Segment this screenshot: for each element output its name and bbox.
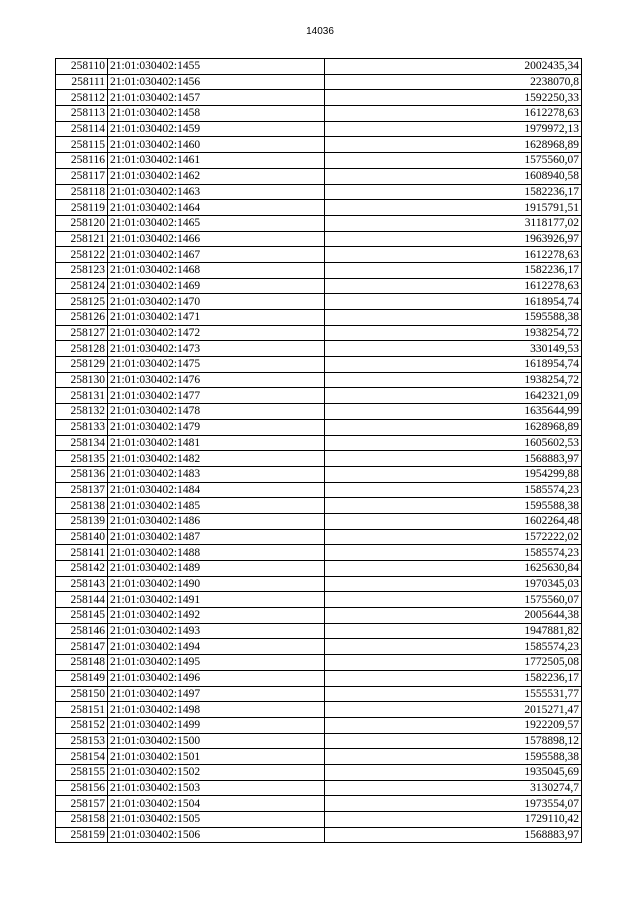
cadastral-number-cell: 21:01:030402:1473 — [108, 341, 325, 357]
cadastral-number-cell: 21:01:030402:1502 — [108, 764, 325, 780]
cadastral-value-cell: 1582236,17 — [325, 670, 582, 686]
cadastral-value-cell: 1635644,99 — [325, 404, 582, 420]
row-number-cell: 258115 — [56, 137, 108, 153]
cadastral-value-cell: 2002435,34 — [325, 59, 582, 75]
cadastral-number-cell: 21:01:030402:1496 — [108, 670, 325, 686]
table-row — [56, 796, 582, 812]
table-row — [56, 121, 582, 137]
cadastral-number-cell: 21:01:030402:1506 — [108, 827, 325, 843]
row-number-cell: 258132 — [56, 404, 108, 420]
cadastral-value-cell: 330149,53 — [325, 341, 582, 357]
cadastral-number-cell: 21:01:030402:1469 — [108, 278, 325, 294]
cadastral-number-cell: 21:01:030402:1479 — [108, 419, 325, 435]
cadastral-number-cell: 21:01:030402:1471 — [108, 310, 325, 326]
table-row — [56, 278, 582, 294]
row-number-cell: 258139 — [56, 513, 108, 529]
table-row — [56, 812, 582, 828]
table-row — [56, 749, 582, 765]
row-number-cell: 258154 — [56, 749, 108, 765]
cadastral-value-cell: 1963926,97 — [325, 231, 582, 247]
row-number-cell: 258125 — [56, 294, 108, 310]
table-row — [56, 827, 582, 843]
cadastral-value-cell: 2005644,38 — [325, 608, 582, 624]
table-row — [56, 717, 582, 733]
table-row — [56, 513, 582, 529]
table-row — [56, 655, 582, 671]
cadastral-value-cell: 1575560,07 — [325, 153, 582, 169]
cadastral-value-cell: 2015271,47 — [325, 702, 582, 718]
row-number-cell: 258116 — [56, 153, 108, 169]
table-row — [56, 404, 582, 420]
row-number-cell: 258110 — [56, 59, 108, 75]
cadastral-number-cell: 21:01:030402:1489 — [108, 561, 325, 577]
row-number-cell: 258157 — [56, 796, 108, 812]
row-number-cell: 258126 — [56, 310, 108, 326]
table-body — [56, 59, 582, 843]
cadastral-value-cell: 1575560,07 — [325, 592, 582, 608]
cadastral-number-cell: 21:01:030402:1500 — [108, 733, 325, 749]
cadastral-number-cell: 21:01:030402:1482 — [108, 451, 325, 467]
row-number-cell: 258134 — [56, 435, 108, 451]
table-row — [56, 623, 582, 639]
row-number-cell: 258135 — [56, 451, 108, 467]
cadastral-value-cell: 1954299,88 — [325, 466, 582, 482]
table-row — [56, 686, 582, 702]
row-number-cell: 258158 — [56, 812, 108, 828]
cadastral-number-cell: 21:01:030402:1476 — [108, 372, 325, 388]
cadastral-value-cell: 2238070,8 — [325, 74, 582, 90]
row-number-cell: 258141 — [56, 545, 108, 561]
cadastral-value-cell: 1572222,02 — [325, 529, 582, 545]
cadastral-value-cell: 1578898,12 — [325, 733, 582, 749]
cadastral-number-cell: 21:01:030402:1458 — [108, 106, 325, 122]
cadastral-value-cell: 1612278,63 — [325, 106, 582, 122]
table-row — [56, 59, 582, 75]
cadastral-number-cell: 21:01:030402:1487 — [108, 529, 325, 545]
table-row — [56, 435, 582, 451]
row-number-cell: 258140 — [56, 529, 108, 545]
cadastral-number-cell: 21:01:030402:1463 — [108, 184, 325, 200]
cadastral-number-cell: 21:01:030402:1467 — [108, 247, 325, 263]
cadastral-value-cell: 1585574,23 — [325, 639, 582, 655]
cadastral-number-cell: 21:01:030402:1456 — [108, 74, 325, 90]
row-number-cell: 258129 — [56, 357, 108, 373]
row-number-cell: 258159 — [56, 827, 108, 843]
cadastral-number-cell: 21:01:030402:1493 — [108, 623, 325, 639]
cadastral-value-cell: 1973554,07 — [325, 796, 582, 812]
cadastral-number-cell: 21:01:030402:1468 — [108, 262, 325, 278]
row-number-cell: 258146 — [56, 623, 108, 639]
row-number-cell: 258147 — [56, 639, 108, 655]
row-number-cell: 258137 — [56, 482, 108, 498]
cadastral-value-cell: 1612278,63 — [325, 278, 582, 294]
cadastral-value-cell: 1642321,09 — [325, 388, 582, 404]
cadastral-value-cell: 1970345,03 — [325, 576, 582, 592]
cadastral-number-cell: 21:01:030402:1494 — [108, 639, 325, 655]
cadastral-number-cell: 21:01:030402:1475 — [108, 357, 325, 373]
table-row — [56, 341, 582, 357]
cadastral-number-cell: 21:01:030402:1461 — [108, 153, 325, 169]
cadastral-number-cell: 21:01:030402:1505 — [108, 812, 325, 828]
row-number-cell: 258119 — [56, 200, 108, 216]
row-number-cell: 258131 — [56, 388, 108, 404]
table-row — [56, 215, 582, 231]
cadastral-value-cell: 1922209,57 — [325, 717, 582, 733]
cadastral-number-cell: 21:01:030402:1504 — [108, 796, 325, 812]
cadastral-number-cell: 21:01:030402:1498 — [108, 702, 325, 718]
cadastral-number-cell: 21:01:030402:1495 — [108, 655, 325, 671]
cadastral-value-cell: 1935045,69 — [325, 764, 582, 780]
cadastral-value-cell: 1568883,97 — [325, 827, 582, 843]
table-row — [56, 74, 582, 90]
cadastral-value-cell: 1595588,38 — [325, 498, 582, 514]
table-row — [56, 231, 582, 247]
cadastral-number-cell: 21:01:030402:1477 — [108, 388, 325, 404]
cadastral-number-cell: 21:01:030402:1462 — [108, 168, 325, 184]
page-number: 14036 — [306, 26, 334, 37]
row-number-cell: 258112 — [56, 90, 108, 106]
row-number-cell: 258114 — [56, 121, 108, 137]
table-row — [56, 184, 582, 200]
table-row — [56, 310, 582, 326]
table-row — [56, 466, 582, 482]
row-number-cell: 258155 — [56, 764, 108, 780]
cadastral-number-cell: 21:01:030402:1484 — [108, 482, 325, 498]
table-row — [56, 561, 582, 577]
row-number-cell: 258153 — [56, 733, 108, 749]
table-row — [56, 325, 582, 341]
cadastral-number-cell: 21:01:030402:1503 — [108, 780, 325, 796]
table-row — [56, 388, 582, 404]
cadastral-value-cell: 1729110,42 — [325, 812, 582, 828]
table-row — [56, 733, 582, 749]
table-row — [56, 529, 582, 545]
cadastral-number-cell: 21:01:030402:1472 — [108, 325, 325, 341]
cadastral-value-cell: 1568883,97 — [325, 451, 582, 467]
table-row — [56, 498, 582, 514]
cadastral-number-cell: 21:01:030402:1492 — [108, 608, 325, 624]
row-number-cell: 258148 — [56, 655, 108, 671]
table-row — [56, 262, 582, 278]
cadastral-number-cell: 21:01:030402:1466 — [108, 231, 325, 247]
cadastral-value-cell: 1915791,51 — [325, 200, 582, 216]
cadastral-value-cell: 3118177,02 — [325, 215, 582, 231]
cadastral-number-cell: 21:01:030402:1481 — [108, 435, 325, 451]
table-row — [56, 168, 582, 184]
row-number-cell: 258138 — [56, 498, 108, 514]
row-number-cell: 258122 — [56, 247, 108, 263]
row-number-cell: 258123 — [56, 262, 108, 278]
cadastral-value-cell: 1625630,84 — [325, 561, 582, 577]
row-number-cell: 258133 — [56, 419, 108, 435]
table-row — [56, 90, 582, 106]
table-row — [56, 608, 582, 624]
table-row — [56, 200, 582, 216]
table-row — [56, 153, 582, 169]
table-row — [56, 545, 582, 561]
cadastral-value-cell: 1595588,38 — [325, 749, 582, 765]
cadastral-value-cell: 1585574,23 — [325, 545, 582, 561]
cadastral-value-table — [55, 58, 582, 843]
cadastral-value-cell: 1628968,89 — [325, 137, 582, 153]
row-number-cell: 258130 — [56, 372, 108, 388]
cadastral-value-cell: 1582236,17 — [325, 184, 582, 200]
row-number-cell: 258124 — [56, 278, 108, 294]
cadastral-value-cell: 1979972,13 — [325, 121, 582, 137]
row-number-cell: 258111 — [56, 74, 108, 90]
cadastral-number-cell: 21:01:030402:1460 — [108, 137, 325, 153]
cadastral-value-cell: 1612278,63 — [325, 247, 582, 263]
cadastral-number-cell: 21:01:030402:1478 — [108, 404, 325, 420]
table-row — [56, 702, 582, 718]
row-number-cell: 258151 — [56, 702, 108, 718]
cadastral-number-cell: 21:01:030402:1459 — [108, 121, 325, 137]
cadastral-number-cell: 21:01:030402:1464 — [108, 200, 325, 216]
table-row — [56, 372, 582, 388]
row-number-cell: 258117 — [56, 168, 108, 184]
cadastral-number-cell: 21:01:030402:1488 — [108, 545, 325, 561]
cadastral-value-cell: 1618954,74 — [325, 294, 582, 310]
cadastral-number-cell: 21:01:030402:1455 — [108, 59, 325, 75]
cadastral-value-cell: 1582236,17 — [325, 262, 582, 278]
row-number-cell: 258136 — [56, 466, 108, 482]
table-row — [56, 764, 582, 780]
row-number-cell: 258118 — [56, 184, 108, 200]
cadastral-value-cell: 1618954,74 — [325, 357, 582, 373]
row-number-cell: 258113 — [56, 106, 108, 122]
cadastral-value-cell: 1947881,82 — [325, 623, 582, 639]
cadastral-value-cell: 1602264,48 — [325, 513, 582, 529]
cadastral-value-cell: 1595588,38 — [325, 310, 582, 326]
cadastral-number-cell: 21:01:030402:1501 — [108, 749, 325, 765]
table-row — [56, 137, 582, 153]
row-number-cell: 258149 — [56, 670, 108, 686]
cadastral-number-cell: 21:01:030402:1491 — [108, 592, 325, 608]
table-row — [56, 639, 582, 655]
cadastral-value-cell: 1608940,58 — [325, 168, 582, 184]
table-row — [56, 106, 582, 122]
row-number-cell: 258144 — [56, 592, 108, 608]
table-row — [56, 419, 582, 435]
table-row — [56, 357, 582, 373]
row-number-cell: 258121 — [56, 231, 108, 247]
cadastral-value-cell: 1605602,53 — [325, 435, 582, 451]
row-number-cell: 258127 — [56, 325, 108, 341]
cadastral-value-cell: 1938254,72 — [325, 372, 582, 388]
table-row — [56, 294, 582, 310]
cadastral-number-cell: 21:01:030402:1470 — [108, 294, 325, 310]
row-number-cell: 258128 — [56, 341, 108, 357]
table-row — [56, 451, 582, 467]
row-number-cell: 258152 — [56, 717, 108, 733]
row-number-cell: 258143 — [56, 576, 108, 592]
cadastral-number-cell: 21:01:030402:1490 — [108, 576, 325, 592]
row-number-cell: 258142 — [56, 561, 108, 577]
cadastral-number-cell: 21:01:030402:1483 — [108, 466, 325, 482]
table-row — [56, 247, 582, 263]
cadastral-number-cell: 21:01:030402:1497 — [108, 686, 325, 702]
table-row — [56, 576, 582, 592]
cadastral-value-cell: 1592250,33 — [325, 90, 582, 106]
row-number-cell: 258150 — [56, 686, 108, 702]
cadastral-value-cell: 3130274,7 — [325, 780, 582, 796]
cadastral-number-cell: 21:01:030402:1485 — [108, 498, 325, 514]
cadastral-value-cell: 1585574,23 — [325, 482, 582, 498]
cadastral-value-cell: 1555531,77 — [325, 686, 582, 702]
cadastral-number-cell: 21:01:030402:1486 — [108, 513, 325, 529]
table-row — [56, 670, 582, 686]
row-number-cell: 258120 — [56, 215, 108, 231]
table-row — [56, 592, 582, 608]
table-row — [56, 482, 582, 498]
row-number-cell: 258145 — [56, 608, 108, 624]
cadastral-value-cell: 1772505,08 — [325, 655, 582, 671]
cadastral-value-cell: 1938254,72 — [325, 325, 582, 341]
cadastral-value-cell: 1628968,89 — [325, 419, 582, 435]
cadastral-number-cell: 21:01:030402:1457 — [108, 90, 325, 106]
cadastral-number-cell: 21:01:030402:1465 — [108, 215, 325, 231]
row-number-cell: 258156 — [56, 780, 108, 796]
table-row — [56, 780, 582, 796]
cadastral-number-cell: 21:01:030402:1499 — [108, 717, 325, 733]
